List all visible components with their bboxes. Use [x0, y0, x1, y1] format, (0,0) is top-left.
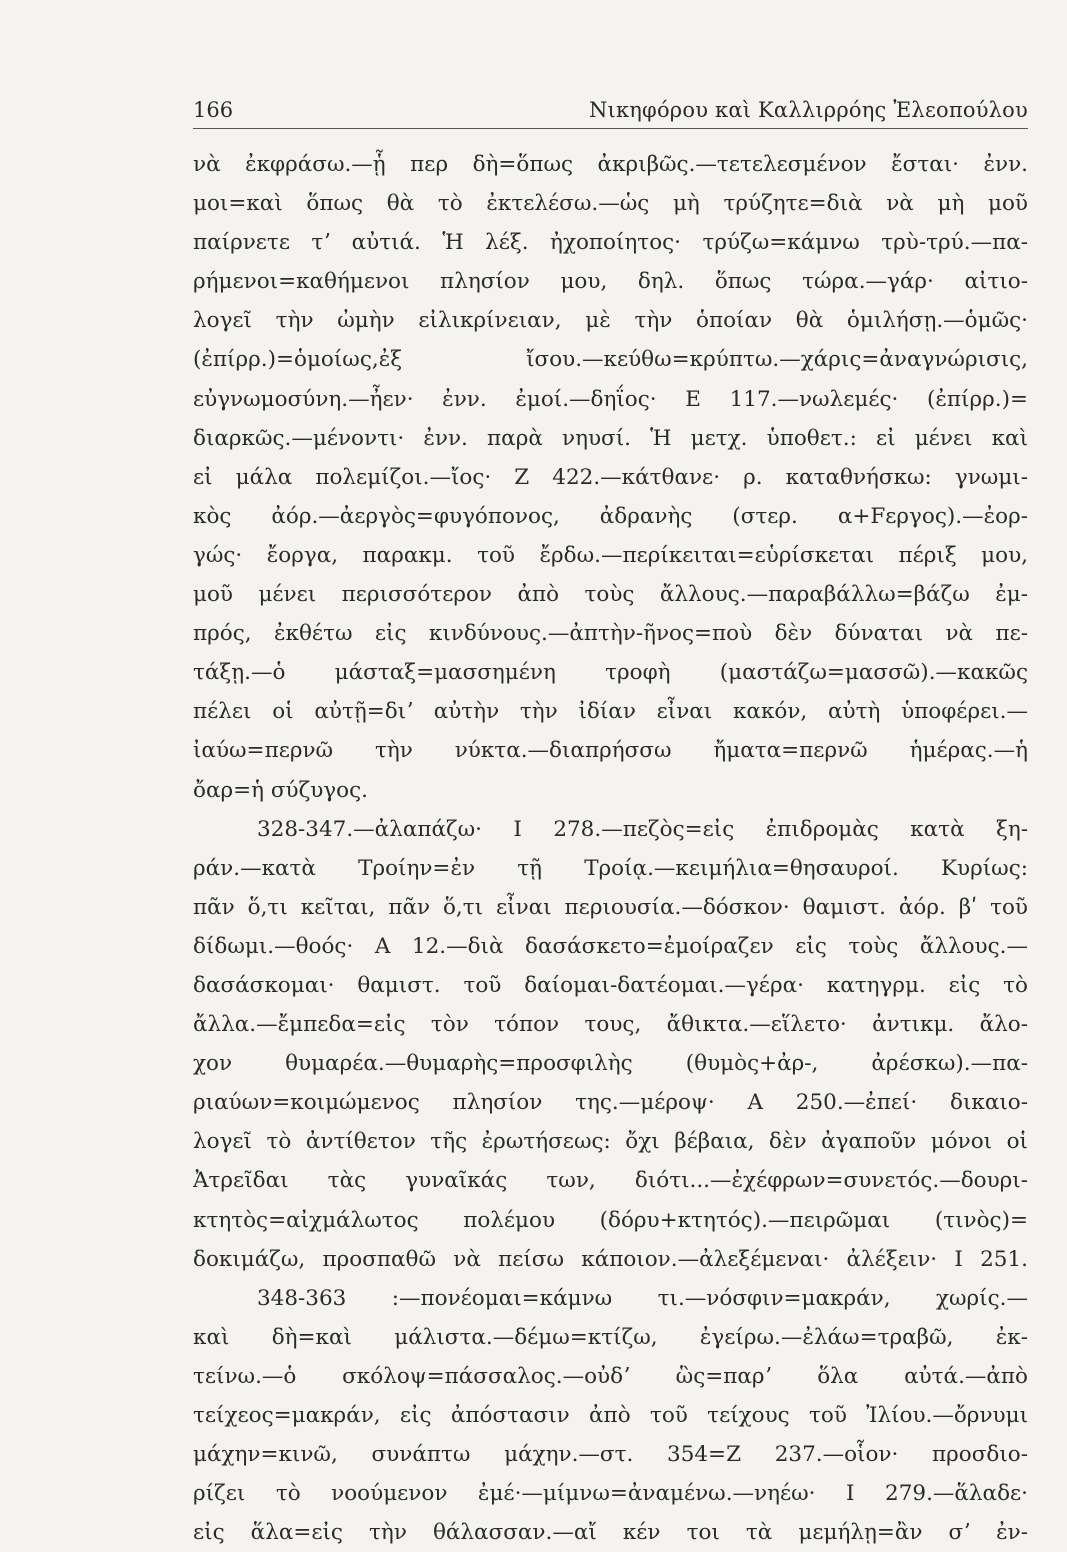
text-line: λογεῖ τὴν ὠμὴν εἰλικρίνειαν, μὲ τὴν ὁποίαν θὰ ὁμιλήσῃ.—ὁμῶς·	[193, 308, 1028, 334]
text-line: μοῦ μένει περισσότερον ἀπὸ τοὺς ἄλλους.—παραβάλλω=βάζω ἐμ-	[193, 582, 1028, 608]
text-line: τείχεος=μακράν, εἰς ἀπόστασιν ἀπὸ τοῦ τείχους τοῦ Ἰλίου.—ὄρνυμι	[193, 1403, 1028, 1428]
text-line: τάξῃ.—ὁ μάσταξ=μασσημένη τροφὴ (μαστάζω=μασσῶ).—κακῶς	[193, 660, 1028, 686]
page-number: 166	[193, 98, 234, 122]
text-line: Ἀτρεῖδαι τὰς γυναῖκάς των, διότι...—ἐχέφρων=συνετός.—δουρι-	[193, 1168, 1028, 1194]
text-line: ριαύων=κοιμώμενος πλησίον της.—μέροψ· Α 250.—ἐπεί· δικαιο-	[193, 1090, 1028, 1116]
text-line: δοκιμάζω, προσπαθῶ νὰ πείσω κάποιον.—ἀλεξέμεναι· ἀλέξειν· Ι 251.	[193, 1246, 1028, 1272]
text-line: καὶ δὴ=καὶ μάλιστα.—δέμω=κτίζω, ἐγείρω.—ἐλάω=τραβῶ, ἐκ-	[193, 1324, 1028, 1350]
text-line: ἄλλα.—ἔμπεδα=εἰς τὸν τόπον τους, ἄθικτα.—εἵλετο· ἀντικμ. ἄλο-	[193, 1012, 1028, 1038]
text-line: δίδωμι.—θοός· Α 12.—διὰ δασάσκετο=ἐμοίραζεν εἰς τοὺς ἄλλους.—	[193, 933, 1028, 959]
text-line: εἰ μάλα πολεμίζοι.—ἴος· Ζ 422.—κάτθανε· ρ. καταθνήσκω: γνωμι-	[193, 464, 1028, 490]
text-line: γώς· ἔοργα, παρακμ. τοῦ ἔρδω.—περίκειται=εὑρίσκεται πέριξ μου,	[193, 542, 1028, 568]
text-line: 328-347.—ἀλαπάζω· Ι 278.—πεζὸς=εἰς ἐπιδρομὰς κατὰ ξη-	[257, 816, 1028, 842]
text-line: τείνω.—ὁ σκόλοψ=πάσσαλος.—οὐδʼ ὣς=παρʼ ὅλα αὐτά.—ἀπὸ	[193, 1363, 1028, 1389]
text-line: ἰαύω=περνῶ τὴν νύκτα.—διαπρήσσω ἤματα=περνῶ ἡμέρας.—ἡ	[193, 738, 1028, 764]
text-line: πᾶν ὅ,τι κεῖται, πᾶν ὅ,τι εἶναι περιουσία.—δόσκον· θαμιστ. ἀόρ. βʹ τοῦ	[193, 894, 1028, 920]
text-line: ρίζει τὸ νοούμενον ἐμέ·—μίμνω=ἀναμένω.—νηέω· Ι 279.—ἅλαδε·	[193, 1481, 1028, 1507]
text-line: πρός, ἐκθέτω εἰς κινδύνους.—ἀπτὴν-ῆνος=ποὺ δὲν δύναται νὰ πε-	[193, 621, 1028, 647]
text-line: μοι=καὶ ὅπως θὰ τὸ ἐκτελέσω.—ὡς μὴ τρύζητε=διὰ νὰ μὴ μοῦ	[193, 191, 1028, 217]
text-line: παίρνετε τʼ αὐτιά. Ἡ λέξ. ἠχοποίητος· τρύζω=κάμνω τρὺ-τρύ.—πα-	[193, 230, 1028, 256]
text-line: λογεῖ τὸ ἀντίθετον τῆς ἐρωτήσεως: ὄχι βέβαια, δὲν ἀγαποῦν μόνοι οἱ	[193, 1129, 1028, 1155]
page-header	[193, 92, 1028, 129]
text-line: εὐγνωμοσύνη.—ἦεν· ἐνν. ἐμοί.—δηΐος· Ε 117.—νωλεμές· (ἐπίρρ.)=	[193, 386, 1028, 412]
text-line: κὸς ἀόρ.—ἀεργὸς=φυγόπονος, ἀδρανὴς (στερ. α+Fεργος).—ἐορ-	[193, 503, 1028, 529]
text-line: πέλει οἱ αὐτῇ=διʼ αὐτὴν τὴν ἰδίαν εἶναι κακόν, αὐτὴ ὑποφέρει.—	[193, 699, 1028, 725]
text-line: νὰ ἐκφράσω.—ᾗ περ δὴ=ὅπως ἀκριβῶς.—τετελεσμένον ἔσται· ἐνν.	[193, 152, 1028, 177]
text-line: ράν.—κατὰ Τροίην=ἐν τῇ Τροίᾳ.—κειμήλια=θησαυροί. Κυρίως:	[193, 855, 1028, 881]
text-line: εἰς ἅλα=εἰς τὴν θάλασσαν.—αἴ κέν τοι τὰ μεμήλῃ=ἂν σʼ ἐν-	[193, 1520, 1028, 1546]
running-head: Νικηφόρου καὶ Καλλιρρόης Ἐλεοπούλου	[588, 98, 1028, 122]
text-line: (ἐπίρρ.)=ὁμοίως,ἐξ ἴσου.—κεύθω=κρύπτω.—χάρις=ἀναγνώρισις,	[193, 347, 1028, 373]
commentary-text	[193, 145, 1028, 1552]
text-line: ρήμενοι=καθήμενοι πλησίον μου, δηλ. ὅπως τώρα.—γάρ· αἰτιο-	[193, 269, 1028, 295]
text-line: 348-363 :—πονέομαι=κάμνω τι.—νόσφιν=μακράν, χωρίς.—	[257, 1285, 1028, 1311]
text-line: κτητὸς=αἰχμάλωτος πολέμου (δόρυ+κτητός).—πειρῶμαι (τινὸς)=	[193, 1207, 1028, 1233]
text-line: χον θυμαρέα.—θυμαρὴς=προσφιλὴς (θυμὸς+ἀρ-, ἀρέσκω).—πα-	[193, 1051, 1028, 1077]
text-line: διαρκῶς.—μένοντι· ἐνν. παρὰ νηυσί. Ἡ μετχ. ὑποθετ.: εἰ μένει καὶ	[193, 425, 1028, 451]
text-line: ὄαρ=ἡ σύζυγος.	[193, 777, 368, 803]
text-line: δασάσκομαι· θαμιστ. τοῦ δαίομαι-δατέομαι.—γέρα· κατηγρμ. εἰς τὸ	[193, 972, 1028, 998]
text-line: μάχην=κινῶ, συνάπτω μάχην.—στ. 354=Ζ 237.—οἷον· προσδιο-	[193, 1442, 1028, 1468]
